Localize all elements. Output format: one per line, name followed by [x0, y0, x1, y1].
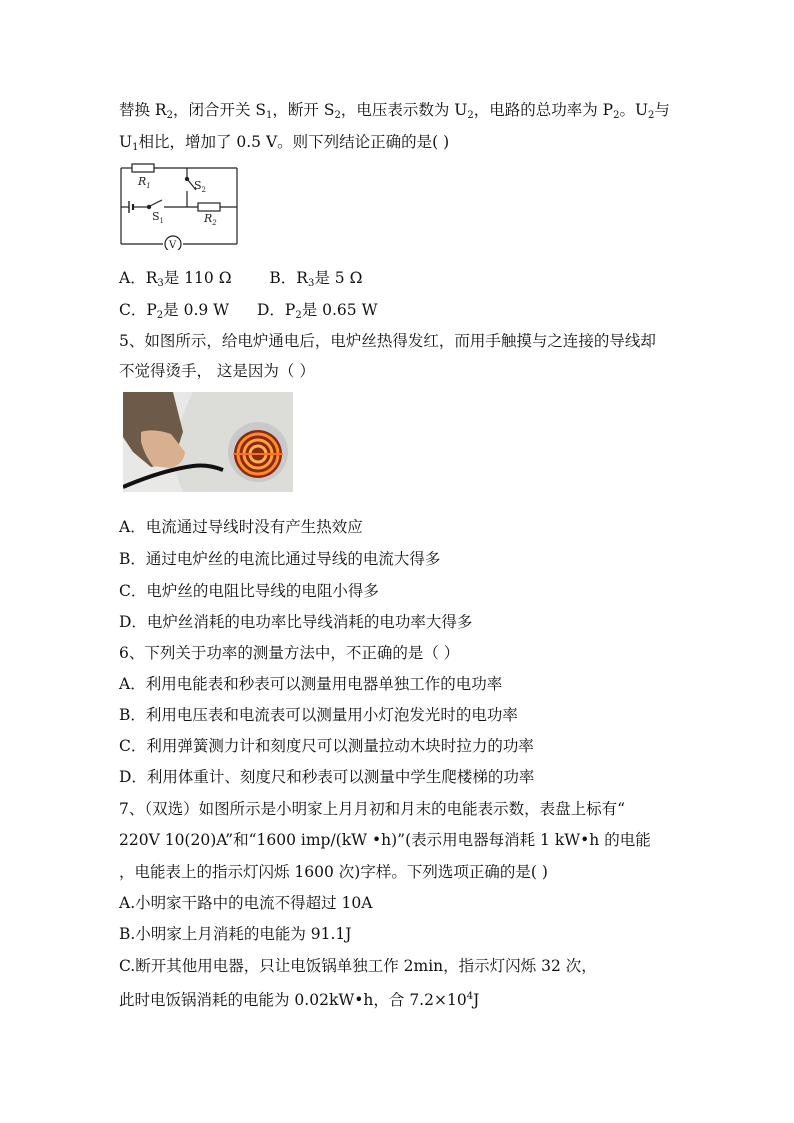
q6-option-c: C．利用弹簧测力计和刻度尺可以测量拉动木块时拉力的功率: [119, 737, 534, 755]
q4-options-row1: [119, 268, 362, 294]
q5-option-b: B．通过电炉丝的电流比通过导线的电流大得多: [119, 550, 441, 568]
q4-option-c: C．$P_2$是 0.9 W: [119, 301, 230, 321]
q4-option-a: A．$R_3$是 110 Ω: [119, 269, 232, 289]
q4-options-row2: [119, 300, 378, 326]
resistor-r2: [198, 203, 220, 211]
resistor-r1: [132, 164, 154, 172]
q4-stem-line1: 替换 $R_2$，闭合开关 $S_1$，断开 $S_2$，电压表示数为 $U_2$，电路的总功率为 $P_2$。$U_2$与: [119, 101, 670, 121]
label-s2: $S_2$: [194, 179, 207, 194]
label-r2: $R_2$: [204, 212, 217, 227]
q7-option-a: A.小明家干路中的电流不得超过 10A: [119, 894, 373, 912]
q7-stem-line2: 220V 10(20)A”和“1600 imp/(kW •h)”(表示用电器每消耗 1 kW•h 的电能: [119, 831, 651, 849]
q6-option-a: A．利用电能表和秒表可以测量用电器单独工作的电功率: [119, 675, 503, 693]
q7-option-b: B.小明家上月消耗的电能为 91.1J: [119, 925, 352, 943]
q4-stem-line2: $U_1$相比，增加了 0.5 V。则下列结论正确的是( ): [119, 133, 450, 153]
electric-stove-photo: [123, 392, 293, 492]
q7-option-c: C.断开其他用电器，只让电饭锅单独工作 2min，指示灯闪烁 32 次，: [119, 957, 597, 975]
q5-option-d: D．电炉丝消耗的电功率比导线消耗的电功率大得多: [119, 613, 473, 631]
q6-option-d: D．利用体重计、刻度尺和秒表可以测量中学生爬楼梯的功率: [119, 768, 535, 786]
q6-stem: 6、下列关于功率的测量方法中，不正确的是（ ）: [119, 644, 460, 662]
circuit-diagram: [118, 160, 243, 250]
label-voltmeter: V: [169, 240, 177, 250]
label-r1: $R_1$: [138, 175, 151, 190]
q6-option-b: B．利用电压表和电流表可以测量用小灯泡发光时的电功率: [119, 706, 518, 724]
switch-s1-blade: [150, 200, 162, 206]
q4-option-d: D．$P_2$是 0.65 W: [256, 301, 378, 321]
q5-option-a: A．电流通过导线时没有产生热效应: [119, 518, 363, 536]
q7-option-c-line2: 此时电饭锅消耗的电能为 0.02kW•h，合 $7.2\times 10^4J$: [119, 991, 480, 1009]
q5-option-c: C．电炉丝的电阻比导线的电阻小得多: [119, 582, 379, 600]
q5-stem-line1: 5、如图所示，给电炉通电后，电炉丝热得发红，而用手触摸与之连接的导线却: [119, 332, 656, 350]
label-s1: $S_1$: [152, 210, 165, 225]
q4-option-b: B．$R_3$是 5 Ω: [269, 269, 363, 289]
q7-stem-line1: 7、（双选）如图所示是小明家上月月初和月末的电能表示数，表盘上标有“: [119, 800, 626, 818]
q7-stem-line3: ，电能表上的指示灯闪烁 1600 次)字样。下列选项正确的是( ): [119, 863, 548, 881]
q5-stem-line2: 不觉得烫手， 这是因为（ ）: [119, 362, 315, 380]
